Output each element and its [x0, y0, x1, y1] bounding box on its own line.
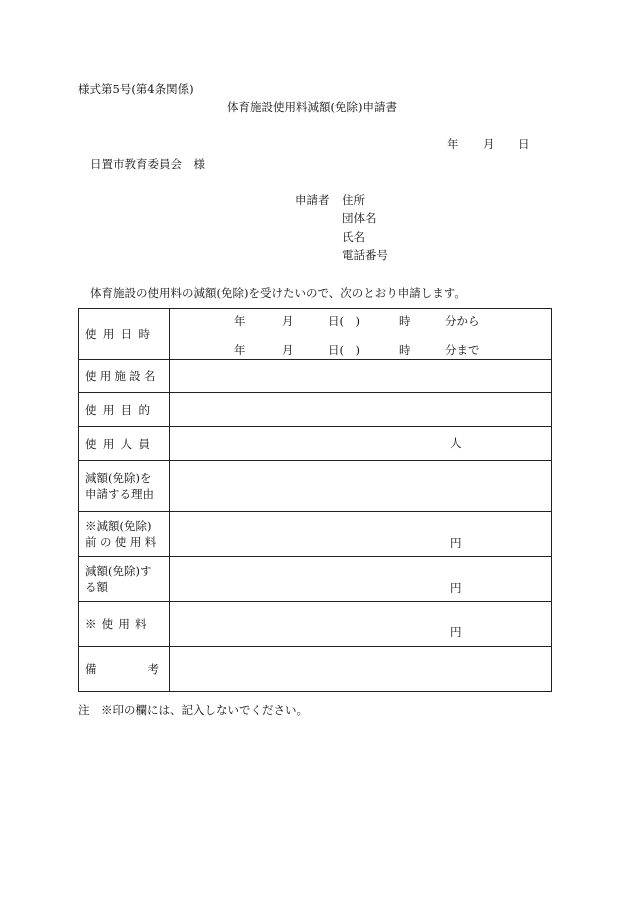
field-facility[interactable]	[170, 360, 552, 393]
fee-unit: 円	[450, 625, 462, 639]
footnote: 注 ※印の欄には、記入しないでください。	[78, 703, 308, 717]
field-remarks[interactable]	[170, 647, 552, 692]
field-fee[interactable]	[170, 602, 552, 647]
label-reason-line1: 減額(免除)を	[85, 471, 152, 485]
row-people	[79, 427, 552, 461]
to-hour-label: 時	[399, 343, 411, 357]
pre-fee-unit: 円	[450, 536, 462, 550]
field-pre-fee[interactable]	[170, 512, 552, 557]
label-remarks-a: 備	[85, 662, 97, 676]
row-purpose	[79, 393, 552, 427]
date-month-label: 月	[483, 137, 495, 151]
field-people[interactable]	[170, 427, 552, 461]
row-fee	[79, 602, 552, 647]
label-reduction-line2: る額	[85, 580, 108, 594]
label-remarks-wrap	[85, 661, 169, 677]
field-reason[interactable]	[170, 461, 552, 512]
field-reduction[interactable]	[170, 557, 552, 602]
application-table	[78, 308, 552, 692]
field-datetime[interactable]	[170, 309, 552, 360]
from-year-label: 年	[234, 314, 246, 328]
label-reduction-line1: 減額(免除)す	[85, 564, 152, 578]
from-hour-label: 時	[399, 314, 411, 328]
from-month-label: 月	[282, 314, 294, 328]
from-day-label: 日( )	[328, 314, 360, 328]
label-reason	[79, 461, 170, 512]
label-pre-fee-line2: 前の使用料	[85, 535, 160, 549]
label-remarks	[79, 647, 170, 692]
form-title: 体育施設使用料減額(免除)申請書	[227, 100, 397, 114]
reduction-unit: 円	[450, 581, 462, 595]
row-reason	[79, 461, 552, 512]
row-reduction	[79, 557, 552, 602]
to-minute-label: 分まで	[445, 343, 480, 357]
date-day-label: 日	[518, 137, 530, 151]
label-purpose: 使用目的	[79, 393, 170, 427]
label-people: 使用人員	[79, 427, 170, 461]
addressee: 日置市教育委員会 様	[90, 157, 205, 171]
row-facility	[79, 360, 552, 393]
applicant-group-label: 団体名	[342, 211, 377, 225]
label-remarks-b: 考	[147, 662, 159, 676]
applicant-address-label: 住所	[342, 193, 365, 207]
to-year-label: 年	[234, 343, 246, 357]
label-reduction	[79, 557, 170, 602]
from-minute-label: 分から	[445, 314, 480, 328]
applicant-name-label: 氏名	[342, 230, 365, 244]
applicant-label: 申請者	[295, 193, 330, 207]
label-pre-fee-line1: ※減額(免除)	[85, 519, 152, 533]
field-purpose[interactable]	[170, 393, 552, 427]
applicant-phone-label: 電話番号	[342, 248, 388, 262]
intro-text: 体育施設の使用料の減額(免除)を受けたいので、次のとおり申請します。	[90, 286, 466, 300]
label-reason-line2: 申請する理由	[85, 487, 154, 501]
row-pre-fee	[79, 512, 552, 557]
to-day-label: 日( )	[328, 343, 360, 357]
form-number: 様式第5号(第4条関係)	[78, 82, 194, 96]
label-facility: 使用施設名	[79, 360, 170, 393]
label-pre-fee	[79, 512, 170, 557]
row-remarks	[79, 647, 552, 692]
to-month-label: 月	[282, 343, 294, 357]
date-year-label: 年	[447, 137, 459, 151]
label-fee: ※使用料	[79, 602, 170, 647]
label-datetime: 使用日時	[79, 309, 170, 360]
people-unit: 人	[450, 436, 462, 450]
row-datetime	[79, 309, 552, 360]
